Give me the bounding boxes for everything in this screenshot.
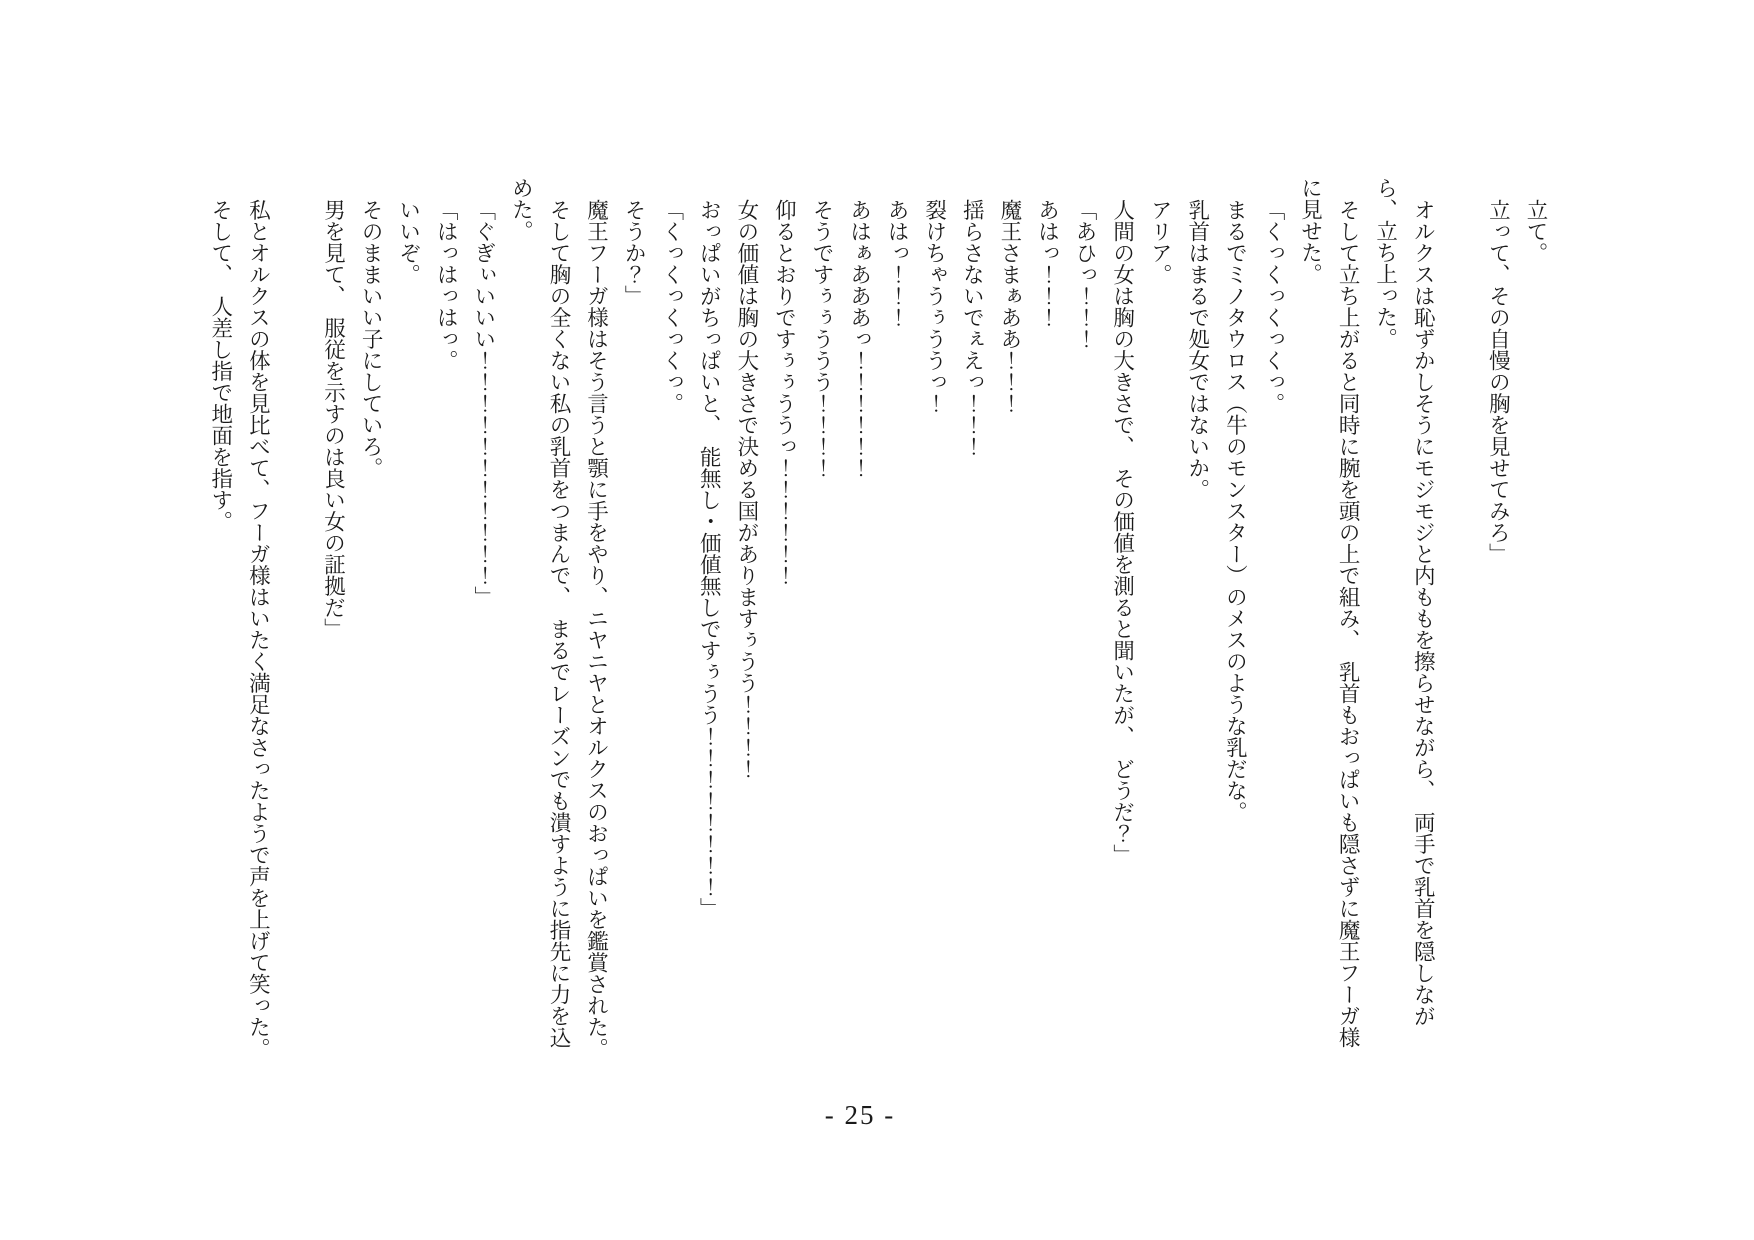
paragraph-line: 乳首はまるで処女ではないか。 [1185, 198, 1210, 500]
paragraph-line: 立て。 [1524, 198, 1548, 263]
paragraph-line: 女の価値は胸の大きさで決める国がありますぅうう！！！！ [734, 198, 759, 779]
paragraph-line: 魔王さまぁああ！！！ [997, 198, 1022, 414]
paragraph-line: 私とオルクスの体を見比べて、フーガ様はいたく満足なさったようで声を上げて笑った。 [246, 198, 271, 1059]
paragraph-line: そして立ち上がると同時に腕を頭の上で組み、 乳首もおっぱいも隠さずに魔王フーガ様に見せた。 [1298, 177, 1361, 1048]
paragraph-line: 「あひっ！！！ [1073, 198, 1098, 349]
paragraph-line: 魔王フーガ様はそう言うと顎に手をやり、ニヤニヤとオルクスのおっぱいを鑑賞された。 [584, 198, 609, 1059]
paragraph-line: あはぁあああっ！！！！！！ [847, 198, 872, 478]
paragraph-line: そして、 人差し指で地面を指す。 [208, 198, 233, 532]
paragraph-line: そのままいい子にしていろ。 [359, 198, 384, 478]
page-number: - 25 - [824, 1100, 896, 1130]
paragraph-line: おっぱいがちっぱいと、 能無し・価値無しですぅうう！！！！！！！！」 [697, 198, 722, 919]
paragraph-line: 裂けちゃうぅううっ！ [922, 198, 947, 414]
paragraph-line: そうですぅぅううう！！！！ [810, 198, 834, 478]
paragraph-line: そして胸の全くない私の乳首をつまんで、 まるでレーズンでも潰すように指先に力を込めた。 [509, 177, 571, 1048]
paragraph-line: 「ぐぎぃいいい！！！！！！！！！！！」 [471, 198, 496, 607]
text-block [201, 177, 1554, 1061]
paragraph-line: いいぞ。 [396, 198, 421, 285]
paragraph-line: 男を見て、 服従を示すのは良い女の証拠だ」 [321, 198, 346, 640]
paragraph-line: そうか？」 [622, 198, 647, 306]
paragraph-line: あはっ！！！ [1035, 198, 1060, 328]
paragraph-line: 人間の女は胸の大きさで、 その価値を測ると聞いたが、 どうだ？」 [1110, 198, 1135, 865]
paragraph-line: 揺らさないでぇえっ！！！ [960, 198, 985, 457]
paragraph-line: 仰るとおりですぅぅううっ！！！！！！ [772, 198, 797, 586]
paragraph-line: オルクスは恥ずかしそうにモジモジと内ももを擦らせながら、 両手で乳首を隠しながら、立ち上った。 [1373, 177, 1436, 1027]
paragraph-line: 「くっくっくっくっ。 [1260, 198, 1285, 414]
paragraph-line: まるでミノタウロス（牛のモンスター）のメスのような乳だな。 [1223, 198, 1248, 822]
paragraph-line: 「はっはっはっ。 [434, 198, 459, 371]
paragraph-line: アリア。 [1148, 198, 1173, 285]
paragraph-line: あはっ！！！ [885, 198, 910, 328]
paragraph-line: 立って、その自慢の胸を見せてみろ」 [1486, 198, 1511, 564]
paragraph-line: 「くっくっくっくっ。 [659, 198, 684, 414]
